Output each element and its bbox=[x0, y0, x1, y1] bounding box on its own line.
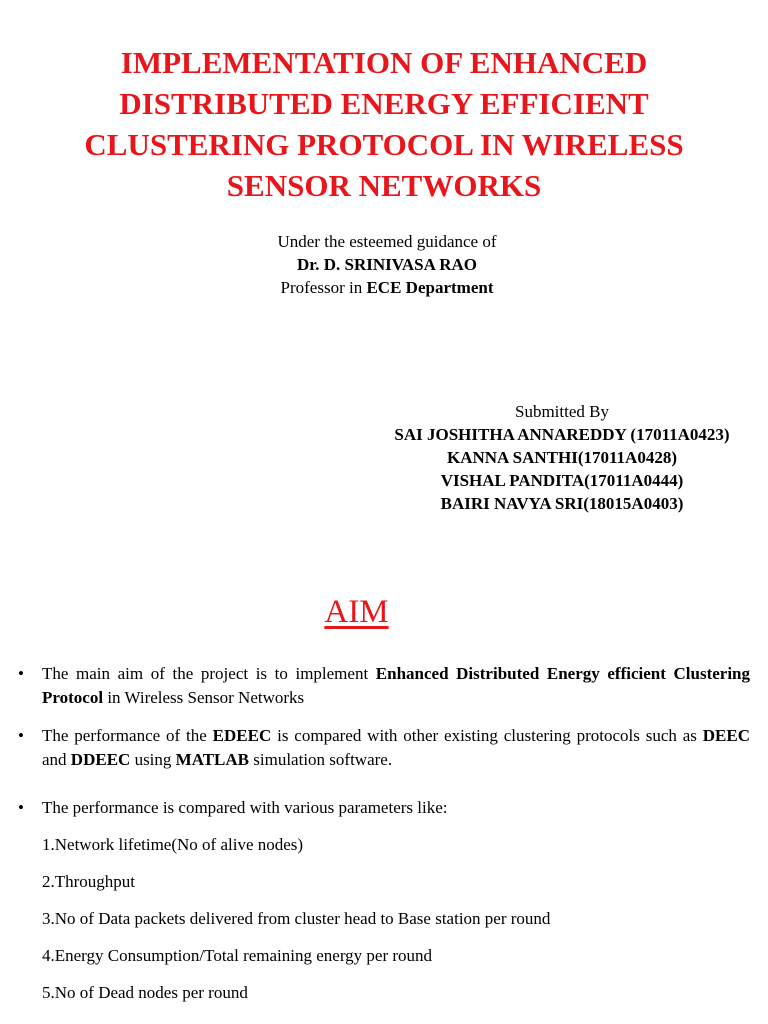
parameter-item: 1.Network lifetime(No of alive nodes) bbox=[42, 835, 304, 854]
bullet-dot: • bbox=[18, 664, 24, 683]
department: ECE Department bbox=[366, 278, 494, 297]
matlab-term: MATLAB bbox=[175, 750, 250, 769]
parameter-item: 4.Energy Consumption/Total remaining energy per round bbox=[42, 946, 433, 965]
bullet-dot: • bbox=[18, 798, 24, 817]
member-1: SAI JOSHITHA ANNAREDDY (17011A0423) bbox=[394, 425, 730, 444]
bullet-2-mid2: and bbox=[42, 750, 71, 769]
bullet-2-mid1: is compared with other existing clustering protocols such as bbox=[271, 726, 703, 745]
bullet-dot: • bbox=[18, 726, 24, 745]
title-line-3: CLUSTERING PROTOCOL IN WIRELESS bbox=[84, 127, 684, 162]
deec-term: DEEC bbox=[702, 726, 750, 745]
bullet-3-text: The performance is compared with various parameters like: bbox=[42, 798, 448, 817]
parameter-item: 5.No of Dead nodes per round bbox=[42, 983, 248, 1002]
parameter-item: 2.Throughput bbox=[42, 872, 136, 891]
aim-bullet-2 bbox=[18, 724, 750, 772]
aim-content bbox=[18, 662, 750, 1018]
guide-name: Dr. D. SRINIVASA RAO bbox=[297, 255, 477, 274]
aim-bullet-1 bbox=[18, 662, 750, 710]
bullet-1-post: in Wireless Sensor Networks bbox=[103, 688, 305, 707]
parameter-list bbox=[18, 833, 750, 1018]
title-line-4: SENSOR NETWORKS bbox=[226, 168, 542, 203]
aim-bullet-3 bbox=[18, 796, 750, 820]
member-3: VISHAL PANDITA(17011A0444) bbox=[440, 471, 684, 490]
edeec-term: EDEEC bbox=[212, 726, 272, 745]
bullet-2-pre: The performance of the bbox=[42, 726, 213, 745]
member-2: KANNA SANTHI(17011A0428) bbox=[447, 448, 677, 467]
bullet-1-pre: The main aim of the project is to implement bbox=[42, 664, 376, 683]
slide-title bbox=[20, 42, 748, 206]
title-line-2: DISTRIBUTED ENERGY EFFICIENT bbox=[119, 86, 649, 121]
guidance-block bbox=[0, 230, 768, 299]
ddeec-term: DDEEC bbox=[70, 750, 131, 769]
submitted-by-block bbox=[324, 400, 768, 515]
guide-designation bbox=[0, 276, 768, 299]
bullet-2-mid3: using bbox=[130, 750, 176, 769]
submitted-label: Submitted By bbox=[515, 402, 609, 421]
title-line-1: IMPLEMENTATION OF ENHANCED bbox=[120, 45, 648, 80]
guidance-intro: Under the esteemed guidance of bbox=[277, 232, 497, 251]
aim-heading: AIM bbox=[324, 594, 389, 630]
member-4: BAIRI NAVYA SRI(18015A0403) bbox=[440, 494, 684, 513]
bullet-2-post: simulation software. bbox=[249, 750, 393, 769]
bullet-1-bold: Enhanced Distributed Energy efficient Clustering Protocol bbox=[42, 664, 750, 707]
parameter-item: 3.No of Data packets delivered from cluster head to Base station per round bbox=[42, 909, 551, 928]
designation-prefix: Professor in bbox=[280, 278, 367, 297]
